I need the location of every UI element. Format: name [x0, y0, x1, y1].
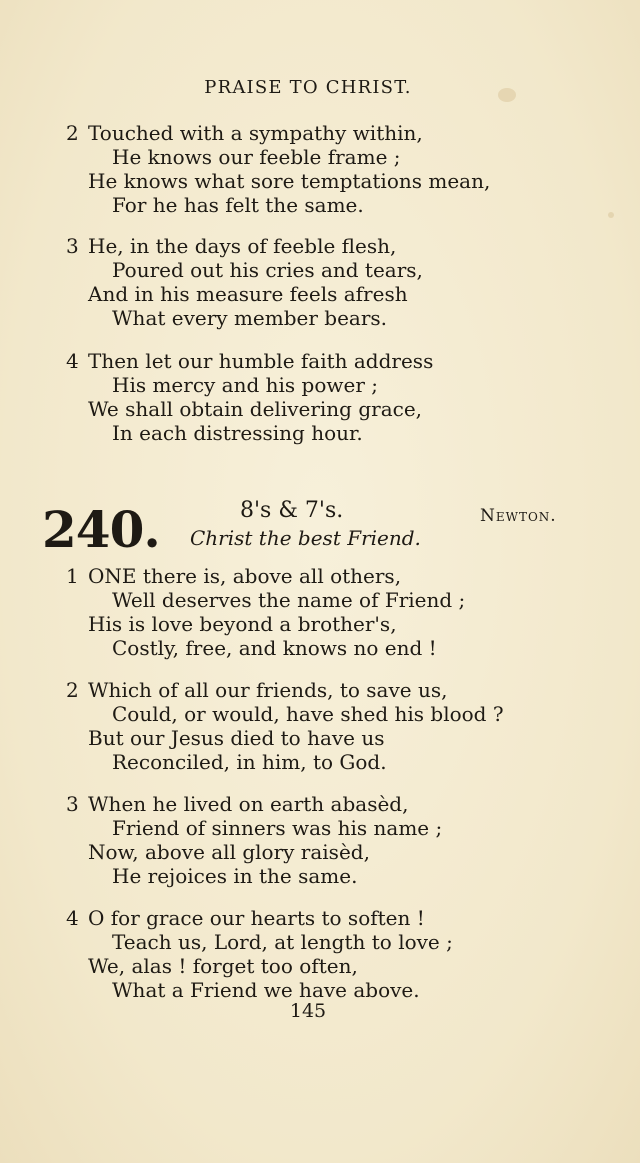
- stanza: [66, 564, 566, 660]
- stanza-line: He knows our feeble frame ;: [112, 145, 401, 169]
- stanza-line: For he has felt the same.: [112, 193, 364, 217]
- stanza: [66, 349, 566, 445]
- stanza: [66, 792, 566, 888]
- stanza-line: Now, above all glory raisèd,: [88, 840, 370, 864]
- stanza-number: 1: [66, 564, 79, 588]
- stanza-number: 2: [66, 678, 79, 702]
- stanza-line: [66, 234, 566, 258]
- stanza-line: [66, 678, 566, 702]
- stanza-line: Well deserves the name of Friend ;: [112, 588, 466, 612]
- stanza-line: [66, 121, 566, 145]
- stanza-line: His is love beyond a brother's,: [88, 612, 397, 636]
- page-number: 145: [289, 1000, 327, 1022]
- stanza-line-text: Touched with a sympathy within,: [88, 121, 423, 145]
- hymn-tune-name: Newton.: [480, 506, 557, 526]
- stanza-line: We shall obtain delivering grace,: [88, 397, 423, 421]
- stanza-line: He knows what sore temptations mean,: [88, 169, 491, 193]
- stanza-line: What every member bears.: [112, 306, 388, 330]
- stanza-line: Poured out his cries and tears,: [112, 258, 423, 282]
- running-header: PRAISE TO CHRIST.: [204, 77, 412, 98]
- hymn-number: 240.: [42, 500, 160, 559]
- stanza-number: 4: [66, 906, 79, 930]
- stanza-line: What a Friend we have above.: [112, 978, 420, 1002]
- stanza-line-text: When he lived on earth abasèd,: [88, 792, 409, 816]
- stanza-line: And in his measure feels afresh: [88, 282, 408, 306]
- stanza-line: [66, 564, 566, 588]
- hymn-title: Christ the best Friend.: [190, 526, 421, 550]
- stanza-line: He rejoices in the same.: [112, 864, 358, 888]
- stanza-line-text: Then let our humble faith address: [88, 349, 434, 373]
- stanza-line: Costly, free, and knows no end !: [112, 636, 437, 660]
- stanza-line: In each distressing hour.: [112, 421, 363, 445]
- stanza-line: Teach us, Lord, at length to love ;: [112, 930, 453, 954]
- stanza: [66, 678, 566, 774]
- stanza-line-text: He, in the days of feeble flesh,: [88, 234, 397, 258]
- stanza-line-text: Which of all our friends, to save us,: [88, 678, 448, 702]
- stanza: [66, 906, 566, 1002]
- stanza-number: 2: [66, 121, 79, 145]
- stanza-number: 3: [66, 234, 79, 258]
- stanza-line: Could, or would, have shed his blood ?: [112, 702, 504, 726]
- stanza-line-text: O for grace our hearts to soften !: [88, 906, 425, 930]
- stanza-number: 3: [66, 792, 79, 816]
- stanza-line-text: ONE there is, above all others,: [88, 564, 402, 588]
- stanza-line: Reconciled, in him, to God.: [112, 750, 387, 774]
- stanza-line: [66, 906, 566, 930]
- paper-stain: [608, 212, 614, 218]
- stanza-line: [66, 349, 566, 373]
- stanza: [66, 234, 566, 330]
- stanza-line: His mercy and his power ;: [112, 373, 378, 397]
- hymn-meter: 8's & 7's.: [240, 498, 344, 523]
- stanza-line: [66, 792, 566, 816]
- stanza-line: Friend of sinners was his name ;: [112, 816, 443, 840]
- stanza: [66, 121, 566, 217]
- stanza-line: But our Jesus died to have us: [88, 726, 385, 750]
- stanza-line: We, alas ! forget too often,: [88, 954, 358, 978]
- stanza-number: 4: [66, 349, 79, 373]
